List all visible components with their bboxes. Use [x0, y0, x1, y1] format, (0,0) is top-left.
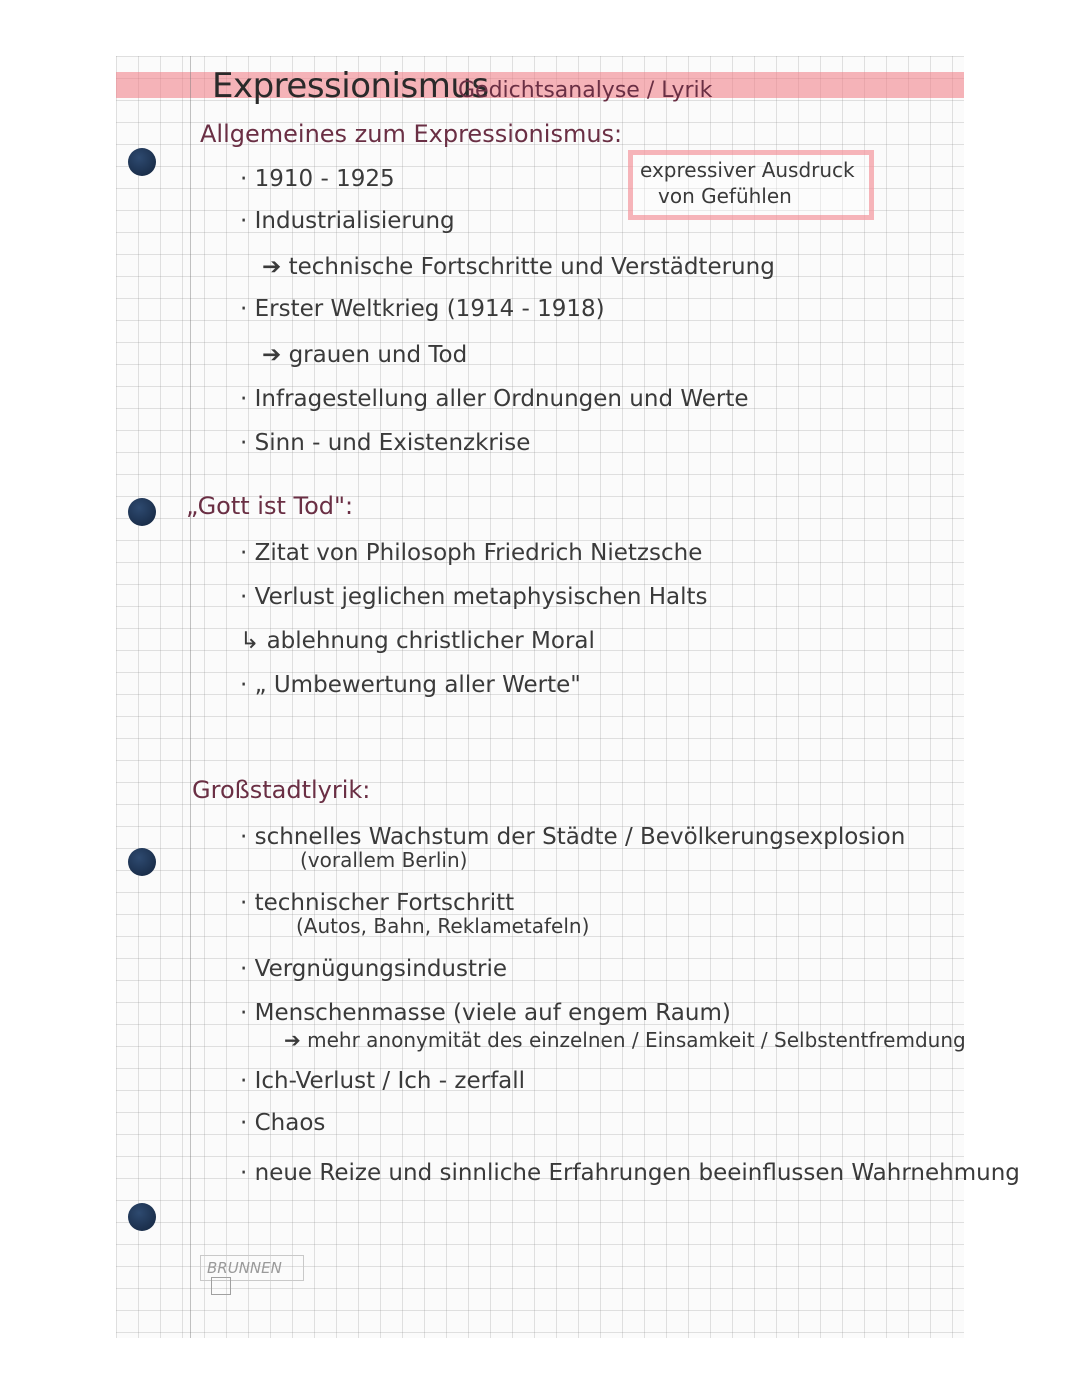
punch-hole	[128, 848, 156, 876]
margin-line	[190, 56, 191, 1338]
brand-text: BRUNNEN	[207, 1259, 282, 1277]
list-item: · Verlust jeglichen metaphysischen Halts	[240, 584, 708, 610]
section-heading: Allgemeines zum Expressionismus:	[200, 120, 623, 148]
punch-hole	[128, 498, 156, 526]
list-item: · Menschenmasse (viele auf engem Raum)	[240, 1000, 731, 1026]
section-heading: „Gott ist Tod":	[186, 492, 354, 520]
box-text: von Gefühlen	[658, 184, 792, 208]
list-item: · Vergnügungsindustrie	[240, 956, 508, 982]
list-item: · „ Umbewertung aller Werte"	[240, 672, 581, 698]
list-item: ➔ technische Fortschritte und Verstädterung	[262, 254, 775, 280]
list-item-note: (vorallem Berlin)	[300, 848, 468, 872]
list-item: · Ich-Verlust / Ich - zerfall	[240, 1068, 526, 1094]
punch-hole	[128, 148, 156, 176]
punch-hole	[128, 1203, 156, 1231]
list-item: · Erster Weltkrieg (1914 - 1918)	[240, 296, 605, 322]
section-heading: Großstadtlyrik:	[192, 776, 371, 804]
list-item: · Sinn - und Existenzkrise	[240, 430, 531, 456]
list-item-note: (Autos, Bahn, Reklametafeln)	[296, 914, 590, 938]
list-item: · schnelles Wachstum der Städte / Bevölkerungsexplosion	[240, 824, 906, 850]
list-item: · 1910 - 1925	[240, 166, 395, 192]
page-title: Expressionismus	[212, 66, 489, 106]
list-item: · Chaos	[240, 1110, 326, 1136]
list-item: · neue Reize und sinnliche Erfahrungen beeinflussen Wahrnehmung	[240, 1160, 1020, 1186]
box-text: expressiver Ausdruck	[640, 158, 855, 182]
brand-logo	[200, 1255, 304, 1281]
list-item-note: ➔ mehr anonymität des einzelnen / Einsamkeit / Selbstentfremdung	[284, 1028, 966, 1052]
list-item: ➔ grauen und Tod	[262, 342, 468, 368]
page-subtitle: Gedichtsanalyse / Lyrik	[458, 78, 713, 103]
brand-icon	[211, 1277, 231, 1295]
list-item: ↳ ablehnung christlicher Moral	[240, 628, 595, 654]
list-item: · Industrialisierung	[240, 208, 455, 234]
list-item: · technischer Fortschritt	[240, 890, 515, 916]
list-item: · Infragestellung aller Ordnungen und Werte	[240, 386, 749, 412]
list-item: · Zitat von Philosoph Friedrich Nietzsche	[240, 540, 703, 566]
